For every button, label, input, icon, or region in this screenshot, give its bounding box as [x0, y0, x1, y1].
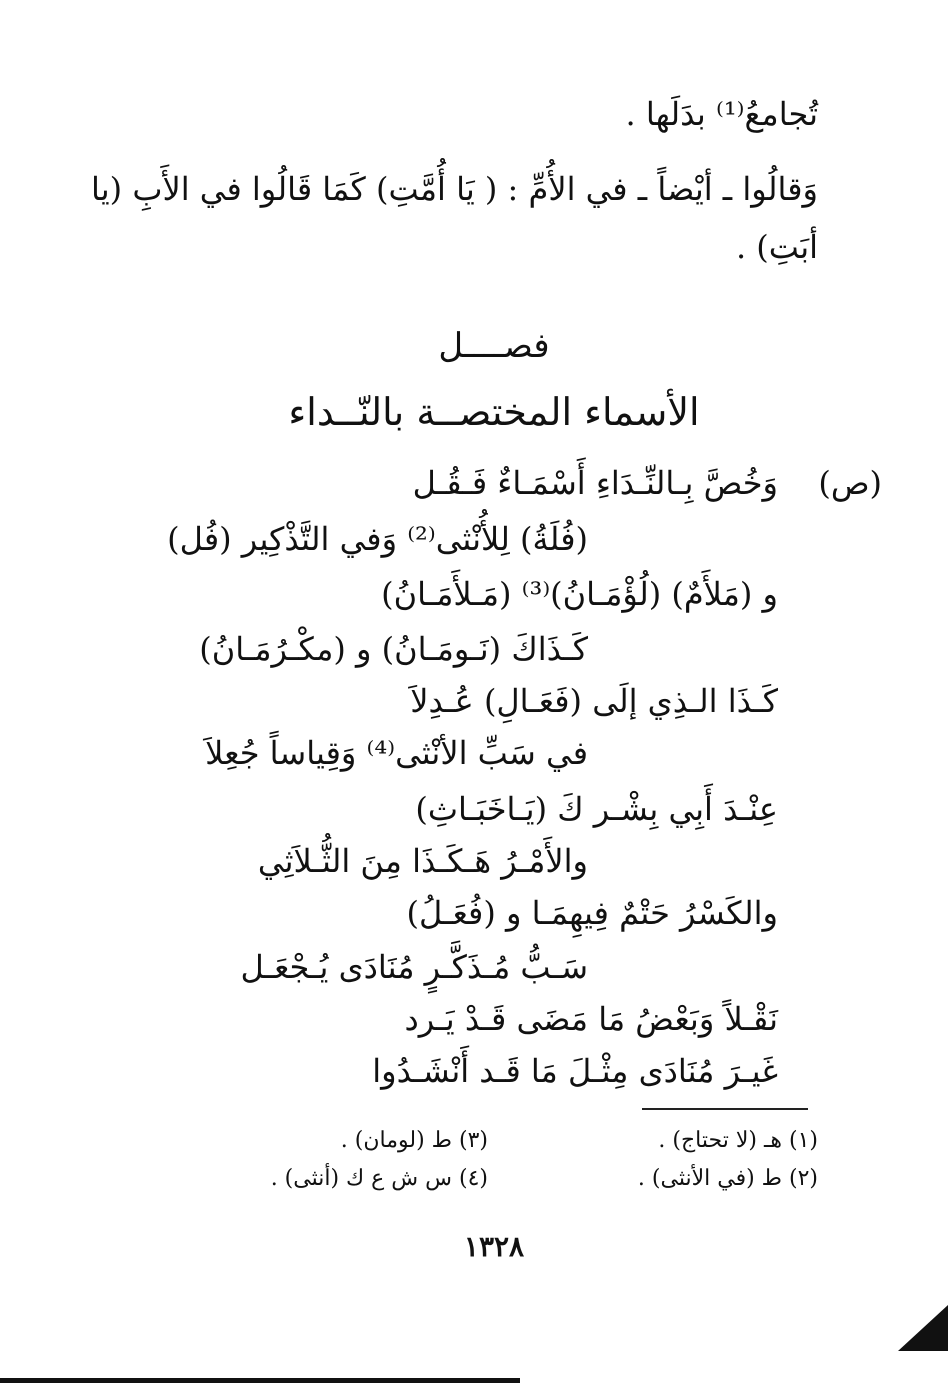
footnote-4: (٤) س ش ع ك (أنثى) .: [270, 1166, 488, 1191]
section-heading: فصــــل: [438, 326, 550, 366]
footnote-1: (١) هـ (لا تحتاج) .: [658, 1128, 818, 1153]
footnote-2: (٢) ط (في الأنثى) .: [637, 1166, 818, 1191]
verse-line-6: في سَبِّ الأنْثى⁽⁴⁾ وَقِياساً جُعِلاَ: [205, 734, 588, 772]
verse-line-4: كَـذَاكَ (نَـومَـانُ) و (مكْـرُمَـانُ): [199, 630, 588, 668]
verse-line-7: عِنْـدَ أَبِي بِشْـر كَ (يَـاخَبَـاثِ): [415, 790, 778, 828]
verse-line-2: (فُلَةُ) لِلأُنْثى⁽²⁾ وَفي التَّذْكِير (فُل): [167, 520, 588, 558]
prose-line-1: تُجامعُ⁽¹⁾ بدَلَها .: [625, 95, 818, 133]
verse-line-10: سَـبُّ مُـذَكَّـرٍ مُنَادَى يُـجْعَـل: [240, 948, 588, 986]
section-title: الأسماء المختصــة بالنّــداء: [288, 390, 700, 434]
verse-line-1: وَخُصَّ بِـالنِّـدَاءِ أَسْمَـاءٌ فَـقُـل: [412, 464, 778, 502]
verse-line-5: كَـذَا الـذِي إلَى (فَعَـالِ) عُـدِلاَ: [410, 682, 778, 720]
verse-line-9: والكَسْرُ حَتْمٌ فِيهِمَـا و (فُعَـلُ): [406, 894, 778, 932]
verse-line-8: والأَمْـرُ هَـكَـذَا مِنَ الثُّـلاَثِي: [257, 842, 588, 880]
verse-line-12: غَيـرَ مُنَادَى مِثْـلَ مَا قَـد أَنْشَـدُوا: [372, 1052, 778, 1090]
verse-marker: (ص): [818, 464, 882, 502]
prose-line-3: أبَتِ) .: [735, 228, 818, 266]
page-number: ١٣٢٨: [463, 1230, 525, 1263]
scan-corner-mark: [898, 1305, 948, 1351]
footnote-3: (٣) ط (لومان) .: [340, 1128, 488, 1153]
footnote-divider: [642, 1108, 808, 1110]
scan-bottom-edge: [0, 1378, 520, 1383]
verse-line-11: نَقْـلاً وَبَعْضُ مَا مَضَى قَـدْ يَـرد: [404, 1000, 778, 1038]
verse-line-3: و (مَلأَمٌ) (لُؤْمَـانُ)⁽³⁾ (مَـلأَمَـانُ): [381, 575, 778, 613]
prose-line-2: وَقالُوا ـ أيْضاً ـ في الأُمِّ : ( يَا أُمَّتِ) كَمَا قَالُوا في الأَبِ (يا: [91, 170, 818, 208]
